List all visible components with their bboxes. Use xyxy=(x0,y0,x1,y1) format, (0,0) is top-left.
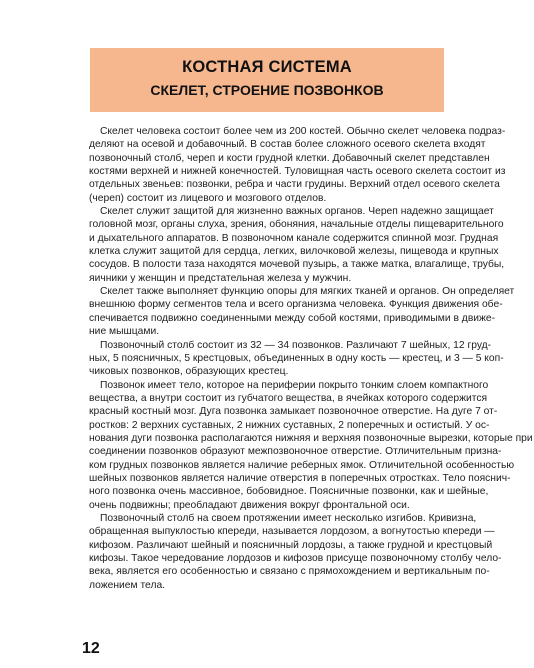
paragraph-line: века, является его особенностью и связано с прямохождением и вертикальным по- xyxy=(89,566,490,578)
paragraph-line: ние мышцами. xyxy=(89,326,160,338)
paragraph-line: соединении позвонков образуют межпозвоночное отверстие. Отличительным призна- xyxy=(89,446,502,458)
paragraph-line: ного позвонка очень массивное, бобовидное. Поясничные позвонки, как и шейные, xyxy=(89,486,489,498)
paragraph-line: Скелет человека состоит более чем из 200 костей. Обычно скелет человека подраз- xyxy=(100,126,506,137)
paragraph-line: Позвоночный столб на своем протяжении имеет несколько изгибов. Кривизна, xyxy=(100,512,477,524)
paragraph-line: и дыхательного аппаратов. В позвоночном канале содержится спинной мозг. Грудная xyxy=(89,232,499,244)
paragraph-line: шейных позвонков является наличие отверстия в поперечных отростках. Тело пояснич- xyxy=(89,472,511,484)
paragraph-line: ростков: 2 верхних суставных, 2 нижних суставных, 2 поперечных и остистый. У ос- xyxy=(89,419,490,431)
paragraph-line: Скелет служит защитой для жизненно важных органов. Череп надежно защищает xyxy=(100,206,494,218)
paragraph xyxy=(89,205,505,285)
article-body xyxy=(89,125,533,592)
paragraph-line: внешнюю форму сегментов тела и всего организма человека. Функция движения обе- xyxy=(89,299,503,311)
paragraph-line: Позвоночный столб состоит из 32 — 34 позвонков. Различают 7 шейных, 12 груд- xyxy=(100,339,492,351)
paragraph-line: клетка служит защитой для сердца, легких, вилочковой железы, пищевода и крупных xyxy=(89,246,499,258)
paragraph xyxy=(89,285,515,338)
chapter-subtitle: СКЕЛЕТ, СТРОЕНИЕ ПОЗВОНКОВ xyxy=(150,82,384,98)
paragraph-line: ложением тела. xyxy=(89,579,166,591)
paragraph-line: кифозы. Такое чередование лордозов и кифозов присуще позвоночному столбу чело- xyxy=(89,553,502,564)
paragraph-line: вещества, а внутри состоит из губчатого вещества, в ячейках которого содержится xyxy=(89,392,488,404)
paragraph-line: головной мозг, органы слуха, зрения, обоняния, начальные отделы пищеварительного xyxy=(89,219,504,231)
paragraph-line: ных, 5 поясничных, 5 крестцовых, объединенных в одну кость — крестец, и 3 — 5 коп- xyxy=(89,352,504,364)
paragraph-line: очень подвижны; преобладают движения вокруг фронтальной оси. xyxy=(89,499,410,511)
paragraph-line: сосудов. В полости таза находятся мочевой пузырь, а также матка, влагалище, трубы, xyxy=(89,259,505,271)
chapter-header-band xyxy=(90,48,444,112)
paragraph xyxy=(89,339,504,379)
paragraph-line: нования дуги позвонка располагаются нижняя и верхняя позвоночные вырезки, которые при xyxy=(89,432,533,444)
paragraph-line: ком грудных позвонков является наличие реберных ямок. Отличительной особенностью xyxy=(89,459,515,471)
paragraph-line: красный костный мозг. Дуга позвонка замыкает позвоночное отверстие. На дуге 7 от- xyxy=(89,406,498,418)
paragraph-line: обращенная выпуклостью кпереди, называется лордозом, а вогнутостью кпереди — xyxy=(89,526,495,538)
paragraph xyxy=(89,125,506,205)
paragraph-line: костями верхней и нижней конечностей. Туловищная часть осевого скелета состоит из xyxy=(89,166,506,178)
paragraph-line: Скелет также выполняет функцию опоры для мягких тканей и органов. Он определяет xyxy=(100,286,515,298)
chapter-title: КОСТНАЯ СИСТЕМА xyxy=(182,58,352,76)
paragraph-line: кифозом. Различают шейный и поясничный лордозы, а также грудной и крестцовый xyxy=(89,539,493,551)
paragraph-line: деляют на осевой и добавочный. В состав более сложного осевого скелета входят xyxy=(89,139,486,151)
paragraph-line: Позвонок имеет тело, которое на периферии покрыто тонким слоем компактного xyxy=(100,379,489,391)
paragraph-line: чиковых позвонков, образующих крестец. xyxy=(89,366,289,378)
paragraph-line: отдельных звеньев: позвонки, ребра и части грудины. Верхний отдел осевого скелета xyxy=(89,179,500,191)
page-number: 12 xyxy=(82,640,100,657)
paragraph-line: спечивается подвижно соединенными между собой костями, приводимыми в движе- xyxy=(89,312,496,324)
paragraph xyxy=(89,379,533,512)
paragraph xyxy=(89,512,502,592)
paragraph-line: позвоночный столб, череп и кости грудной клетки. Добавочный скелет представлен xyxy=(89,152,490,164)
paragraph-line: (череп) состоит из лицевого и мозгового отделов. xyxy=(89,192,327,204)
paragraph-line: яичники у женщин и предстательная железа у мужчин. xyxy=(89,272,352,284)
